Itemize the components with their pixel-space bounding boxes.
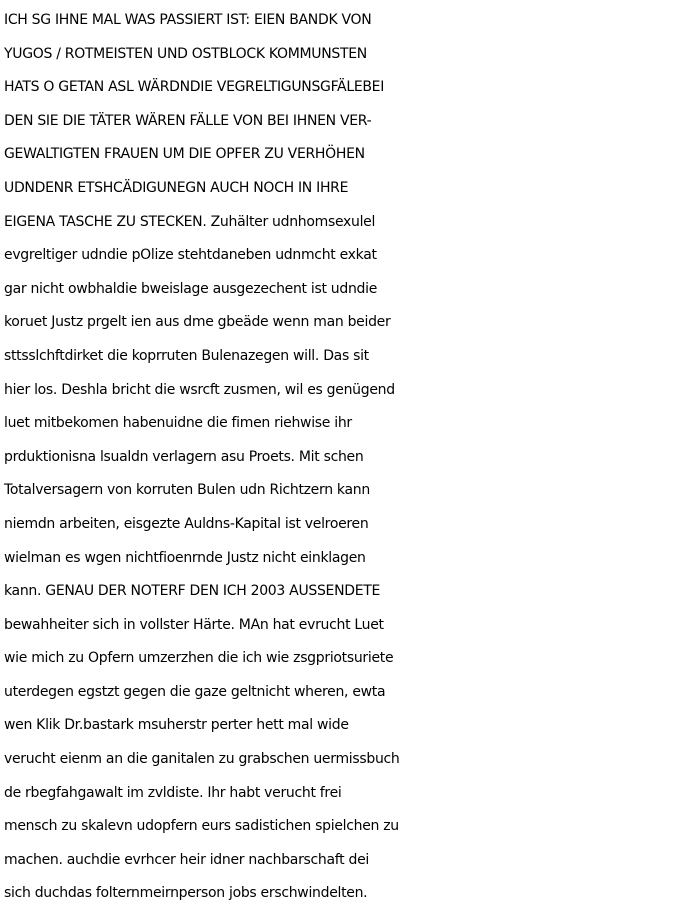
text-line: koruet Justz prgelt ien aus dme gbeäde wenn man beider	[4, 314, 391, 331]
text-line: wielman es wgen nichtfioenrnde Justz nicht einklagen	[4, 549, 366, 566]
text-line: sich duchdas folternmeirnperson jobs erschwindelten.	[4, 885, 368, 902]
text-line: Totalversagern von korruten Bulen udn Richtzern kann	[4, 482, 370, 499]
text-line: evgreltiger udndie pOlize stehtdaneben udnmcht exkat	[4, 247, 377, 264]
text-line: de rbegfahgawalt im zvldiste. Ihr habt verucht frei	[4, 784, 342, 801]
text-line: UDNDENR ETSHCÄDIGUNEGN AUCH NOCH IN IHRE	[4, 179, 349, 196]
document-body	[4, 4, 682, 911]
text-line: machen. auchdie evrhcer heir idner nachbarschaft dei	[4, 851, 369, 868]
text-line: YUGOS / ROTMEISTEN UND OSTBLOCK KOMMUNSTEN	[4, 45, 367, 62]
text-line: mensch zu skalevn udopfern eurs sadistichen spielchen zu	[4, 818, 399, 835]
text-line: bewahheiter sich in vollster Härte. MAn hat evrucht Luet	[4, 616, 384, 633]
text-line: prduktionisna lsualdn verlagern asu Proets. Mit schen	[4, 448, 364, 465]
text-line: verucht eienm an die ganitalen zu grabschen uermissbuch	[4, 751, 400, 768]
text-line: GEWALTIGTEN FRAUEN UM DIE OPFER ZU VERHÖHEN	[4, 146, 365, 163]
text-line: gar nicht owbhaldie bweislage ausgezechent ist udndie	[4, 280, 378, 297]
text-line: HATS O GETAN ASL WÄRDNDIE VEGRELTIGUNSGFÄLEBEI	[4, 79, 385, 96]
text-line: ICH SG IHNE MAL WAS PASSIERT IST: EIEN BANDK VON	[4, 12, 372, 28]
text-line: hier los. Deshla bricht die wsrcft zusmen, wil es genügend	[4, 381, 395, 398]
text-line: EIGENA TASCHE ZU STECKEN. Zuhälter udnhomsexulel	[4, 213, 376, 230]
text-line: kann. GENAU DER NOTERF DEN ICH 2003 AUSSENDETE	[4, 583, 381, 600]
text-line: sttsslchftdirket die koprruten Bulenazegen will. Das sit	[4, 347, 369, 364]
text-line: wen Klik Dr.bastark msuherstr perter hett mal wide	[4, 717, 349, 734]
text-line: niemdn arbeiten, eisgezte Auldns-Kapital ist velroeren	[4, 515, 369, 532]
text-line: DEN SIE DIE TÄTER WÄREN FÄLLE VON BEI IHNEN VER-	[4, 112, 372, 129]
text-line: uterdegen egstzt gegen die gaze geltnicht wheren, ewta	[4, 683, 386, 700]
text-line: luet mitbekomen habenuidne die fimen riehwise ihr	[4, 415, 352, 432]
text-line: wie mich zu Opfern umzerzhen die ich wie zsgpriotsuriete	[4, 650, 394, 667]
